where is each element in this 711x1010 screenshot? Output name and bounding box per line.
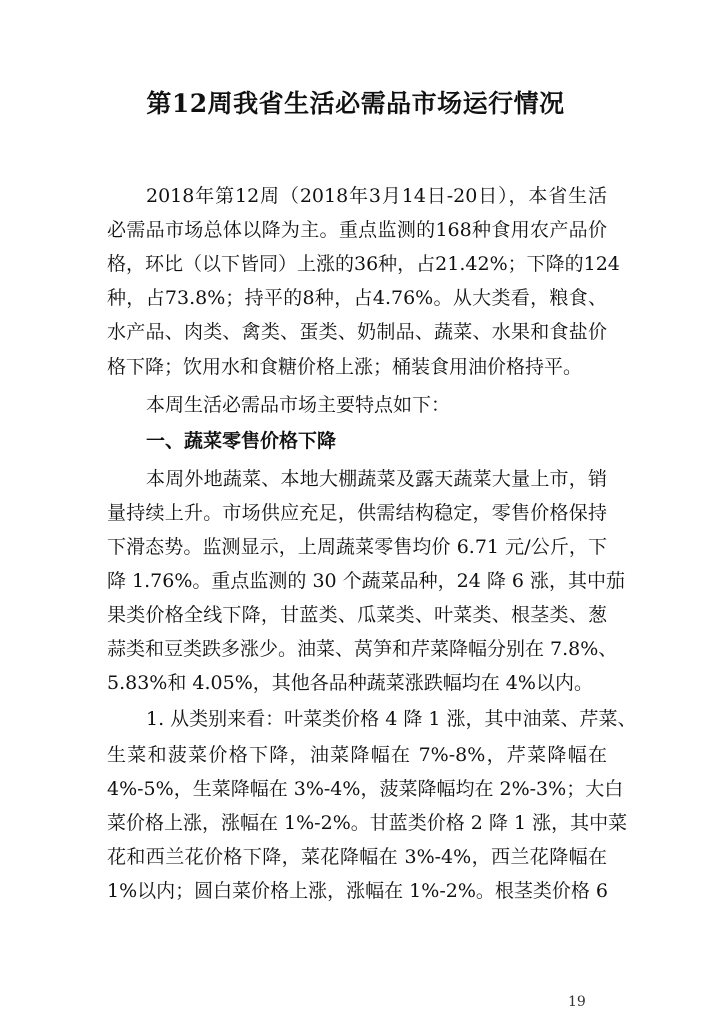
page-title: 第12周我省生活必需品市场运行情况: [146, 89, 565, 118]
paragraph-line: 格下降；饮用水和食糖价格上涨；桶装食用油价格持平。: [107, 356, 583, 378]
paragraph-line: 水产品、肉类、禽类、蛋类、奶制品、蔬菜、水果和食盐价: [107, 321, 607, 343]
paragraph-line: 花和西兰花价格下降，菜花降幅在 3%-4%，西兰花降幅在: [107, 846, 607, 868]
paragraph-line: 果类价格全线下降，甘蓝类、瓜菜类、叶菜类、根茎类、葱: [107, 604, 607, 626]
paragraph-line: 必需品市场总体以降为主。重点监测的168种食用农产品价: [107, 219, 607, 241]
paragraph-line: 降 1.76%。重点监测的 30 个蔬菜品种，24 降 6 涨，其中茄: [107, 570, 626, 592]
paragraph-line: 下滑态势。监测显示，上周蔬菜零售均价 6.71 元/公斤，下: [107, 536, 607, 558]
paragraph-line: 4%-5%，生菜降幅在 3%-4%，菠菜降幅均在 2%-3%；大白: [107, 778, 624, 800]
paragraph-line: 1%以内；圆白菜价格上涨，涨幅在 1%-2%。根茎类价格 6: [107, 880, 609, 902]
paragraph-line: 1. 从类别来看：叶菜类价格 4 降 1 涨，其中油菜、芹菜、: [146, 708, 637, 730]
paragraph-line: 格，环比（以下皆同）上涨的36种，占21.42%；下降的124: [107, 253, 620, 275]
page-number: 19: [568, 994, 586, 1010]
paragraph-line: 蒜类和豆类跌多涨少。油菜、莴笋和芹菜降幅分别在 7.8%、: [107, 638, 618, 660]
paragraph-line: 菜价格上涨，涨幅在 1%-2%。甘蓝类价格 2 降 1 涨，其中菜: [107, 812, 628, 834]
section-heading: 一、蔬菜零售价格下降: [146, 430, 337, 452]
paragraph-line: 种，占73.8%；持平的8种，占4.76%。从大类看，粮食、: [107, 287, 607, 309]
paragraph-line: 5.83%和 4.05%，其他各品种蔬菜涨跌幅均在 4%以内。: [107, 672, 593, 694]
paragraph-line: 本周生活必需品市场主要特点如下：: [146, 394, 451, 416]
paragraph-line: 生菜和菠菜价格下降，油菜降幅在 7%-8%，芹菜降幅在: [107, 744, 607, 766]
paragraph-line: 量持续上升。市场供应充足，供需结构稳定，零售价格保持: [107, 502, 607, 524]
paragraph-line: 本周外地蔬菜、本地大棚蔬菜及露天蔬菜大量上市，销: [146, 468, 607, 490]
paragraph-line: 2018年第12周（2018年3月14日-20日），本省生活: [146, 185, 607, 207]
